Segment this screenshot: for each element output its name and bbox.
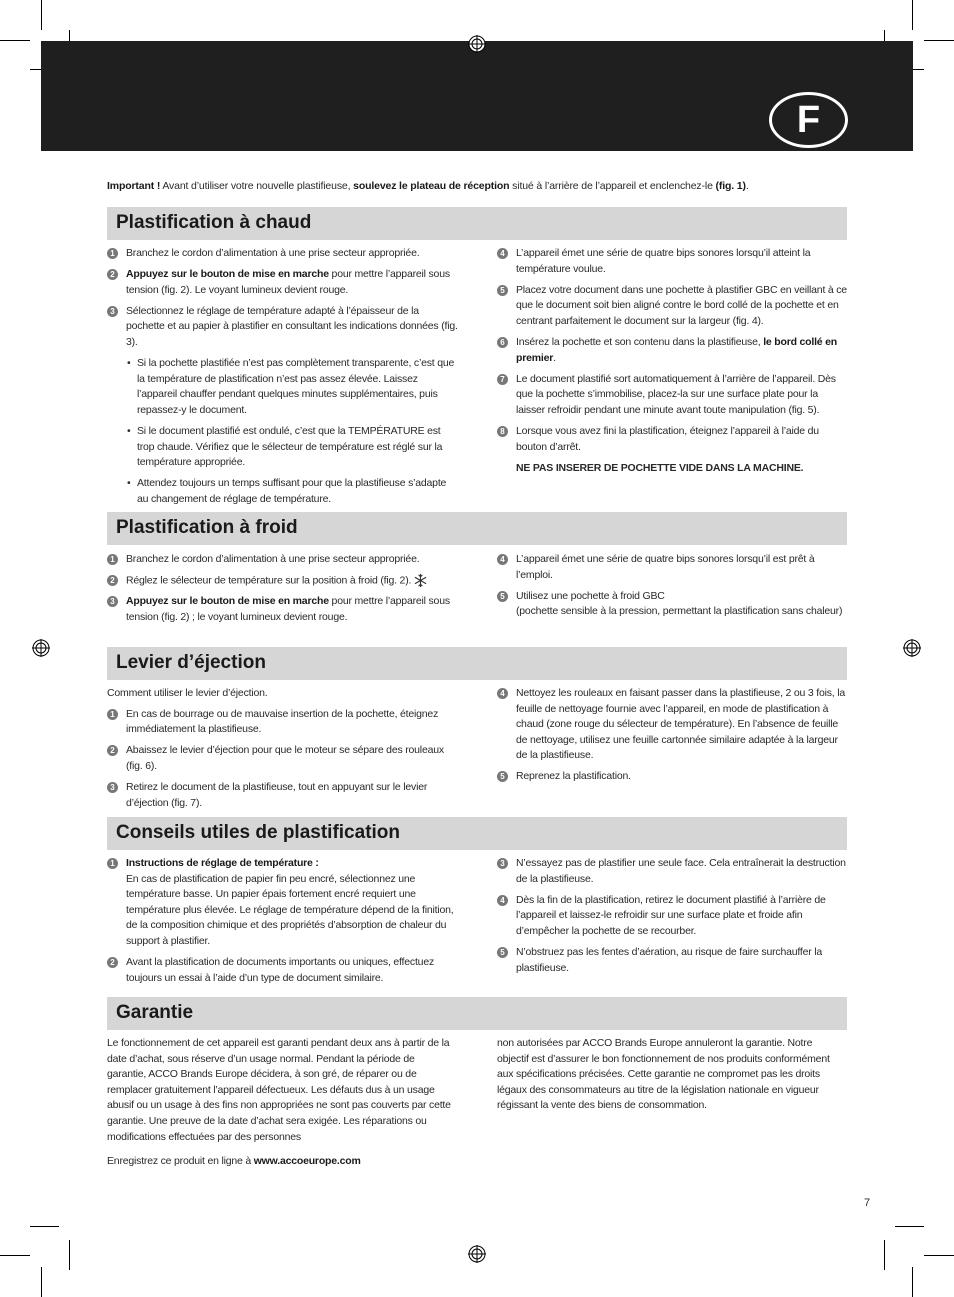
register-link[interactable]: www.accoeurope.com — [253, 1155, 361, 1168]
step-number: 4 — [497, 895, 508, 906]
language-badge: F — [769, 92, 848, 148]
hot-right-column — [497, 246, 847, 476]
list-item: 2 Abaissez le levier d’éjection pour que le moteur se sépare des rouleaux (fig. 6). — [107, 743, 459, 774]
crop-mark — [924, 1255, 954, 1256]
bullet-item: • Si la pochette plastifiée n’est pas complètement transparente, c’est que la température de plastification n’est pas assez élevée. Laissez l’appareil chauffer pendant quelques minutes supplémentaires, puis repassez-y le document. — [127, 357, 455, 416]
registration-mark-icon — [468, 1245, 486, 1263]
warranty-right-column — [497, 1036, 843, 1114]
section-title: Levier d’éjection — [116, 652, 266, 673]
crop-mark — [0, 1255, 30, 1256]
crop-mark — [924, 40, 954, 41]
crop-mark — [30, 1226, 59, 1227]
step-number: 7 — [497, 374, 508, 385]
list-item: 5 Reprenez la plastification. — [497, 769, 849, 785]
list-item: 2 Réglez le sélecteur de température sur la position à froid (fig. 2). — [107, 573, 459, 589]
step-number: 3 — [107, 782, 118, 793]
step-number: 4 — [497, 248, 508, 259]
list-item: 7 Le document plastifié sort automatiquement à l’arrière de l’appareil. Dès que la pochette s’immobilise, placez-la sur une surface plate pour la laisser refroidir pendant une minute avant toute manipulation (fig. 5). — [497, 372, 847, 419]
list-item: 4 Nettoyez les rouleaux en faisant passer dans la plastifieuse, 2 ou 3 fois, la feuille de nettoyage fournie avec l’appareil, en mode de plastification à chaud (zone rouge du sélecteur de température). En l’absence de feuille de nettoyage, utilisez une feuille cartonnée similaire adaptée à la largeur de la plastifieuse. — [497, 686, 849, 764]
registration-mark-icon — [903, 639, 921, 657]
section-title: Conseils utiles de plastification — [116, 822, 401, 843]
step-number: 2 — [107, 957, 118, 968]
list-item: 1 Branchez le cordon d’alimentation à une prise secteur appropriée. — [107, 552, 459, 568]
list-item: 2 Appuyez sur le bouton de mise en marche pour mettre l’appareil sous tension (fig. 2). Le voyant lumineux devient rouge. — [107, 267, 459, 298]
section-header-eject — [107, 647, 847, 680]
list-item: 4 Dès la fin de la plastification, retirez le document plastifié à l’arrière de l’appareil et laissez-le refroidir sur une surface plate et froide afin d’empêcher la pochette de se recourber. — [497, 893, 847, 940]
step-number: 1 — [107, 554, 118, 565]
step-number: 1 — [107, 858, 118, 869]
section-header-cold — [107, 512, 847, 545]
crop-mark — [41, 0, 42, 30]
list-item: 1 En cas de bourrage ou de mauvaise insertion de la pochette, éteignez immédiatement la plastifieuse. — [107, 707, 459, 738]
intro-text: Comment utiliser le levier d’éjection. — [107, 687, 268, 699]
step-number: 3 — [107, 306, 118, 317]
step-number: 2 — [107, 745, 118, 756]
section-header-hot — [107, 207, 847, 240]
registration-mark-icon — [32, 639, 50, 657]
list-item: 6 Insérez la pochette et son contenu dans la plastifieuse, le bord collé en premier. — [497, 335, 847, 366]
list-item: 5 Placez votre document dans une pochette à plastifier GBC en veillant à ce que le document soit bien aligné contre le bord collé de la pochette et en centrant parfaitement le document sur la largeur (fig. 4). — [497, 283, 847, 330]
step-number: 5 — [497, 591, 508, 602]
section-title: Garantie — [116, 1002, 194, 1023]
crop-mark — [69, 1240, 70, 1270]
list-item: 3 N’essayez pas de plastifier une seule face. Cela entraînerait la destruction de la plastifieuse. — [497, 856, 847, 887]
step-number: 2 — [107, 269, 118, 280]
list-item: 4 L’appareil émet une série de quatre bips sonores lorsqu’il atteint la température voulue. — [497, 246, 847, 277]
list-item: 8 Lorsque vous avez fini la plastification, éteignez l’appareil à l’aide du bouton d’arrêt. — [497, 424, 847, 455]
step-number: 1 — [107, 248, 118, 259]
list-item: 3 Retirez le document de la plastifieuse, tout en appuyant sur le levier d’éjection (fig. 7). — [107, 780, 459, 811]
warning-text: NE PAS INSERER DE POCHETTE VIDE DANS LA MACHINE. — [516, 461, 804, 474]
warranty-left-column — [107, 1036, 453, 1170]
list-item: 1 Instructions de réglage de température : En cas de plastification de papier fin peu encré, sélectionnez une température basse. Un papier épais fortement encré requiert une température plus élevée. Le réglage de température dépend de la finition, de la composition chimique et des propriétés d’absorption de chaleur du support à plastifier. — [107, 856, 459, 950]
list-item: 3 Sélectionnez le réglage de température adapté à l’épaisseur de la pochette et au papier à plastifier en consultant les indications données (fig. 3). — [107, 304, 459, 351]
step-number: 4 — [497, 688, 508, 699]
snowflake-icon — [413, 573, 428, 588]
step-number: 3 — [497, 858, 508, 869]
hot-left-column — [107, 246, 459, 513]
cold-left-column — [107, 552, 459, 631]
crop-mark — [884, 1240, 885, 1270]
crop-mark — [0, 40, 30, 41]
list-item: 2 Avant la plastification de documents importants ou uniques, effectuez toujours un essai à l’aide d’un type de document similaire. — [107, 955, 459, 986]
bullet-item: • Si le document plastifié est ondulé, c’est que la TEMPÉRATURE est trop chaude. Vérifiez que le sélecteur de température est réglé sur la température appropriée. — [127, 424, 443, 469]
step-number: 6 — [497, 337, 508, 348]
tips-right-column — [497, 856, 847, 982]
crop-mark — [912, 1267, 913, 1297]
register-line: Enregistrez ce produit en ligne à www.accoeurope.com — [107, 1155, 361, 1168]
section-header-tips — [107, 817, 847, 850]
list-item: 5 N’obstruez pas les fentes d’aération, au risque de faire surchauffer la plastifieuse. — [497, 945, 847, 976]
step-number: 5 — [497, 771, 508, 782]
warranty-paragraph: Le fonctionnement de cet appareil est garanti pendant deux ans à partir de la date d’achat, sous réserve d’un usage normal. Pendant la période de garantie, ACCO Brands Europe décidera, à son gré, de réparer ou de remplacer gratuitement l’appareil défectueux. Les défauts dus à un usage abusif ou un usage à des fins non appropriées ne sont pas couverts par cette garantie. Une preuve de la date d’achat sera exigée. Les réparations ou modifications effectuées par des personnes — [107, 1037, 451, 1143]
step-number: 5 — [497, 285, 508, 296]
step-number: 8 — [497, 426, 508, 437]
warranty-paragraph: non autorisées par ACCO Brands Europe annuleront la garantie. Notre objectif est d’assurer le bon fonctionnement de nos produits conformément aux spécifications précisées. Cette garantie ne compromet pas les droits légaux des consommateurs au titre de la législation nationale en vigueur régissant la vente des biens de consommation. — [497, 1037, 830, 1112]
section-header-warranty — [107, 997, 847, 1030]
list-item: 4 L’appareil émet une série de quatre bips sonores lorsqu’il est prêt à l’emploi. — [497, 552, 847, 583]
step-number: 1 — [107, 709, 118, 720]
list-item: 3 Appuyez sur le bouton de mise en marche pour mettre l’appareil sous tension (fig. 2) ; le voyant lumineux devient rouge. — [107, 594, 459, 625]
section-title: Plastification à chaud — [116, 212, 312, 233]
eject-right-column — [497, 686, 849, 791]
list-item: 1 Branchez le cordon d’alimentation à une prise secteur appropriée. — [107, 246, 459, 262]
step-number: 3 — [107, 596, 118, 607]
page-number: 7 — [864, 1197, 871, 1209]
eject-left-column — [107, 686, 459, 817]
section-title: Plastification à froid — [116, 517, 298, 538]
registration-mark-icon — [468, 35, 486, 53]
step-number: 4 — [497, 554, 508, 565]
list-item: 5 Utilisez une pochette à froid GBC (pochette sensible à la pression, permettant la plastification sans chaleur) — [497, 589, 847, 620]
bullet-item: • Attendez toujours un temps suffisant pour que la plastifieuse s’adapte au changement de réglage de température. — [127, 477, 447, 505]
step-number: 5 — [497, 947, 508, 958]
crop-mark — [41, 1267, 42, 1297]
crop-mark — [895, 1226, 924, 1227]
crop-mark — [912, 0, 913, 30]
tips-left-column — [107, 856, 459, 992]
important-note: Important ! Avant d’utiliser votre nouvelle plastifieuse, soulevez le plateau de réception situé à l’arrière de l’appareil et enclenchez-le (fig. 1). — [107, 180, 749, 192]
cold-right-column — [497, 552, 847, 625]
step-number: 2 — [107, 575, 118, 586]
